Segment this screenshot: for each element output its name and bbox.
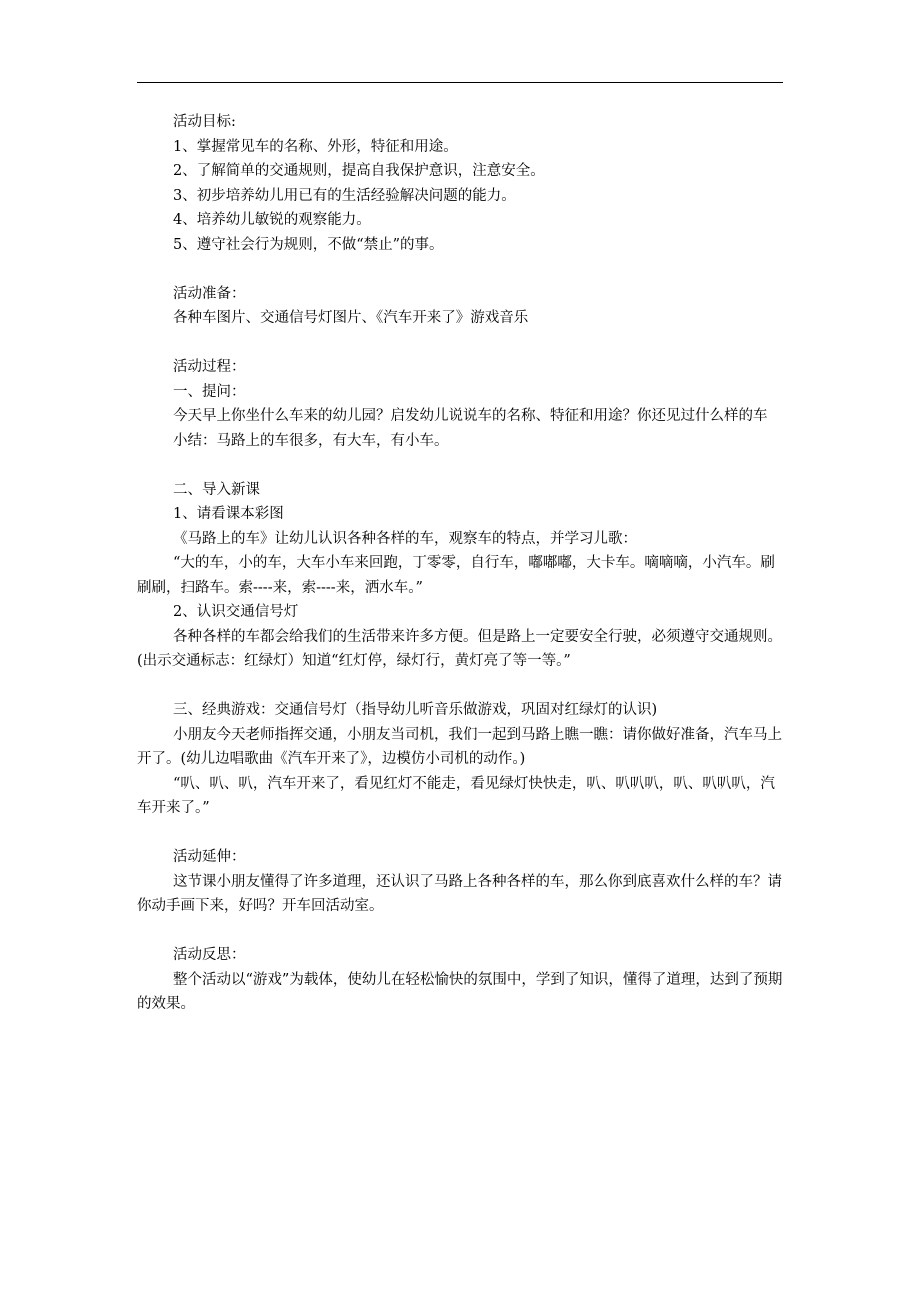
- part1-question: 今天早上你坐什么车来的幼儿园？启发幼儿说说车的名称、特征和用途？你还见过什么样的车: [173, 408, 768, 424]
- header-rule: [137, 82, 783, 83]
- extension-text: 这节课小朋友懂得了许多道理，还认识了马路上各种各样的车，那么你到底喜欢什么样的车？请你动手画下来，好吗？开车回活动室。: [137, 873, 782, 914]
- part1-title: 一、提问：: [173, 383, 246, 400]
- goal-item: 3、初步培养幼儿用已有的生活经验解决问题的能力。: [173, 187, 516, 204]
- spacer: [137, 453, 783, 478]
- spacer: [137, 674, 783, 699]
- spacer: [137, 331, 783, 356]
- spacer: [137, 821, 783, 846]
- part1-summary: 小结：马路上的车很多，有大车，有小车。: [173, 432, 449, 449]
- goals-heading: 活动目标:: [173, 114, 236, 130]
- reflection-text: 整个活动以“游戏”为载体，使幼儿在轻松愉快的氛围中，学到了知识，懂得了道理，达到了预期的效果。: [137, 971, 783, 1012]
- goal-item: 2、了解简单的交通规则，提高自我保护意识，注意安全。: [173, 163, 545, 179]
- spacer: [137, 257, 783, 282]
- part3-desc: 小朋友今天老师指挥交通，小朋友当司机，我们一起到马路上瞧一瞧：请你做好准备，汽车马上开了。(幼儿边唱歌曲《汽车开来了》，边模仿小司机的动作。): [137, 726, 782, 767]
- part2-step1: 1、请看课本彩图: [173, 506, 284, 522]
- preparation-text: 各种车图片、交通信号灯图片、《汽车开来了》游戏音乐: [173, 310, 529, 326]
- part2-step2: 2、认识交通信号灯: [173, 604, 299, 620]
- part3-title: 三、经典游戏：交通信号灯（指导幼儿听音乐做游戏，巩固对红绿灯的认识): [173, 702, 658, 718]
- part2-title: 二、导入新课: [173, 481, 260, 498]
- goal-item: 1、掌握常见车的名称、外形，特征和用途。: [173, 138, 458, 155]
- goal-item: 5、遵守社会行为规则，不做“禁止”的事。: [173, 236, 444, 253]
- process-heading: 活动过程：: [173, 359, 246, 375]
- extension-heading: 活动延伸：: [173, 849, 246, 865]
- part2-step1-desc: 《马路上的车》让幼儿认识各种各样的车，观察车的特点，并学习儿歌：: [173, 530, 637, 547]
- reflection-heading: 活动反思：: [173, 947, 246, 963]
- spacer: [137, 919, 783, 944]
- document-body: [137, 110, 783, 1017]
- preparation-heading: 活动准备：: [173, 285, 246, 302]
- part2-song: “大的车，小的车，大车小车来回跑，丁零零，自行车，嘟嘟嘟，大卡车。嘀嘀嘀，小汽车。刷刷刷，扫路车。索----来，索----来，洒水车。”: [137, 555, 775, 596]
- part2-step2-desc: 各种各样的车都会给我们的生活带来许多方便。但是路上一定要安全行驶，必须遵守交通规则。(出示交通标志：红绿灯）知道“红灯停，绿灯行，黄灯亮了等一等。”: [137, 628, 782, 669]
- goal-item: 4、培养幼儿敏锐的观察能力。: [173, 212, 371, 228]
- part3-song: “叭、叭、叭，汽车开来了，看见红灯不能走，看见绿灯快快走，叭、叭叭叭，叭、叭叭叭，汽车开来了。”: [137, 775, 775, 816]
